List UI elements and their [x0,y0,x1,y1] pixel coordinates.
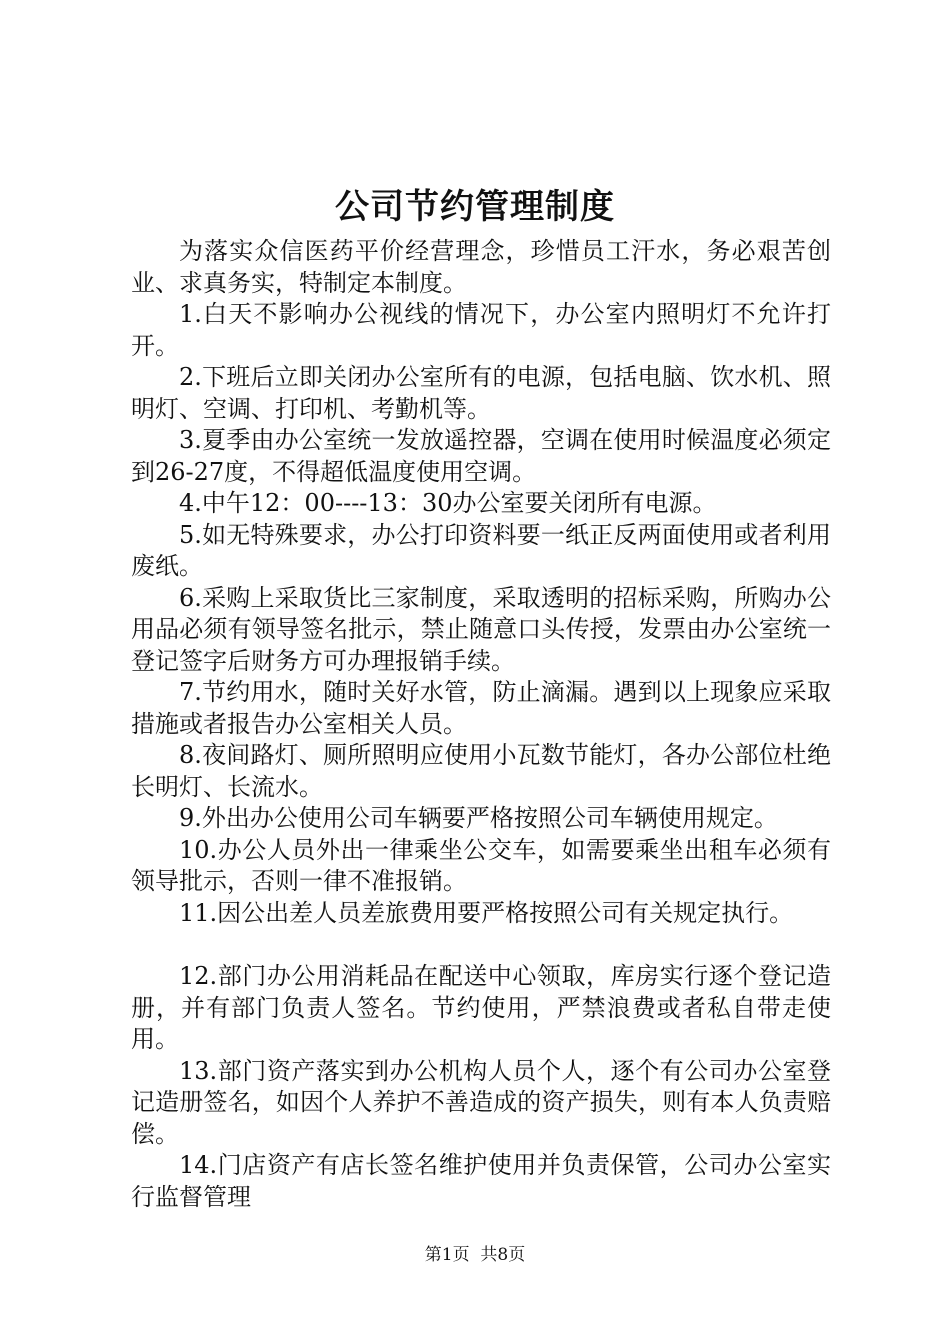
paragraph-item-10: 10.办公人员外出一律乘坐公交车，如需要乘坐出租车必须有领导批示，否则一律不准报销。 [131,835,831,895]
footer-separator [470,1245,481,1265]
paragraph-item-7: 7.节约用水，随时关好水管，防止滴漏。遇到以上现象应采取措施或者报告办公室相关人员。 [131,678,831,738]
document-title: 公司节约管理制度 [335,187,615,227]
paragraph-item-2: 2.下班后立即关闭办公室所有的电源，包括电脑、饮水机、照明灯、空调、打印机、考勤机等。 [131,363,831,423]
paragraph-item-12: 12.部门办公用消耗品在配送中心领取，库房实行逐个登记造册，并有部门负责人签名。节约使用，严禁浪费或者私自带走使用。 [131,962,831,1053]
paragraph-item-11: 11.因公出差人员差旅费用要严格按照公司有关规定执行。 [179,898,794,927]
paragraph-item-13: 13.部门资产落实到办公机构人员个人，逐个有公司办公室登记造册签名，如因个人养护不善造成的资产损失，则有本人负责赔偿。 [131,1056,831,1148]
paragraph-item-14: 14.门店资产有店长签名维护使用并负责保管，公司办公室实行监督管理 [131,1151,831,1211]
page-total: 共8页 [480,1245,526,1265]
paragraph-item-8: 8.夜间路灯、厕所照明应使用小瓦数节能灯，各办公部位杜绝长明灯、长流水。 [131,741,831,801]
paragraph-item-3: 3.夏季由办公室统一发放遥控器，空调在使用时候温度必须定到26-27度，不得超低温度使用空调。 [131,426,831,486]
paragraph-item-9: 9.外出办公使用公司车辆要严格按照公司车辆使用规定。 [179,804,778,832]
paragraph-intro: 为落实众信医药平价经营理念，珍惜员工汗水，务必艰苦创业、求真务实，特制定本制度。 [131,237,831,297]
paragraph-item-1: 1.白天不影响办公视线的情况下，办公室内照明灯不允许打开。 [131,300,831,360]
paragraph-item-5: 5.如无特殊要求，办公打印资料要一纸正反两面使用或者利用废纸。 [131,520,831,580]
document-body [131,236,831,1213]
page-number: 第1页 [424,1245,470,1265]
paragraph-item-6: 6.采购上采取货比三家制度，采取透明的招标采购，所购办公用品必须有领导签名批示，禁止随意口头传授，发票由办公室统一登记签字后财务方可办理报销手续。 [131,583,831,675]
paragraph-item-4: 4.中午12：00----13：30办公室要关闭所有电源。 [179,489,717,517]
page-footer [0,1243,950,1267]
paragraph-spacer [131,929,831,961]
